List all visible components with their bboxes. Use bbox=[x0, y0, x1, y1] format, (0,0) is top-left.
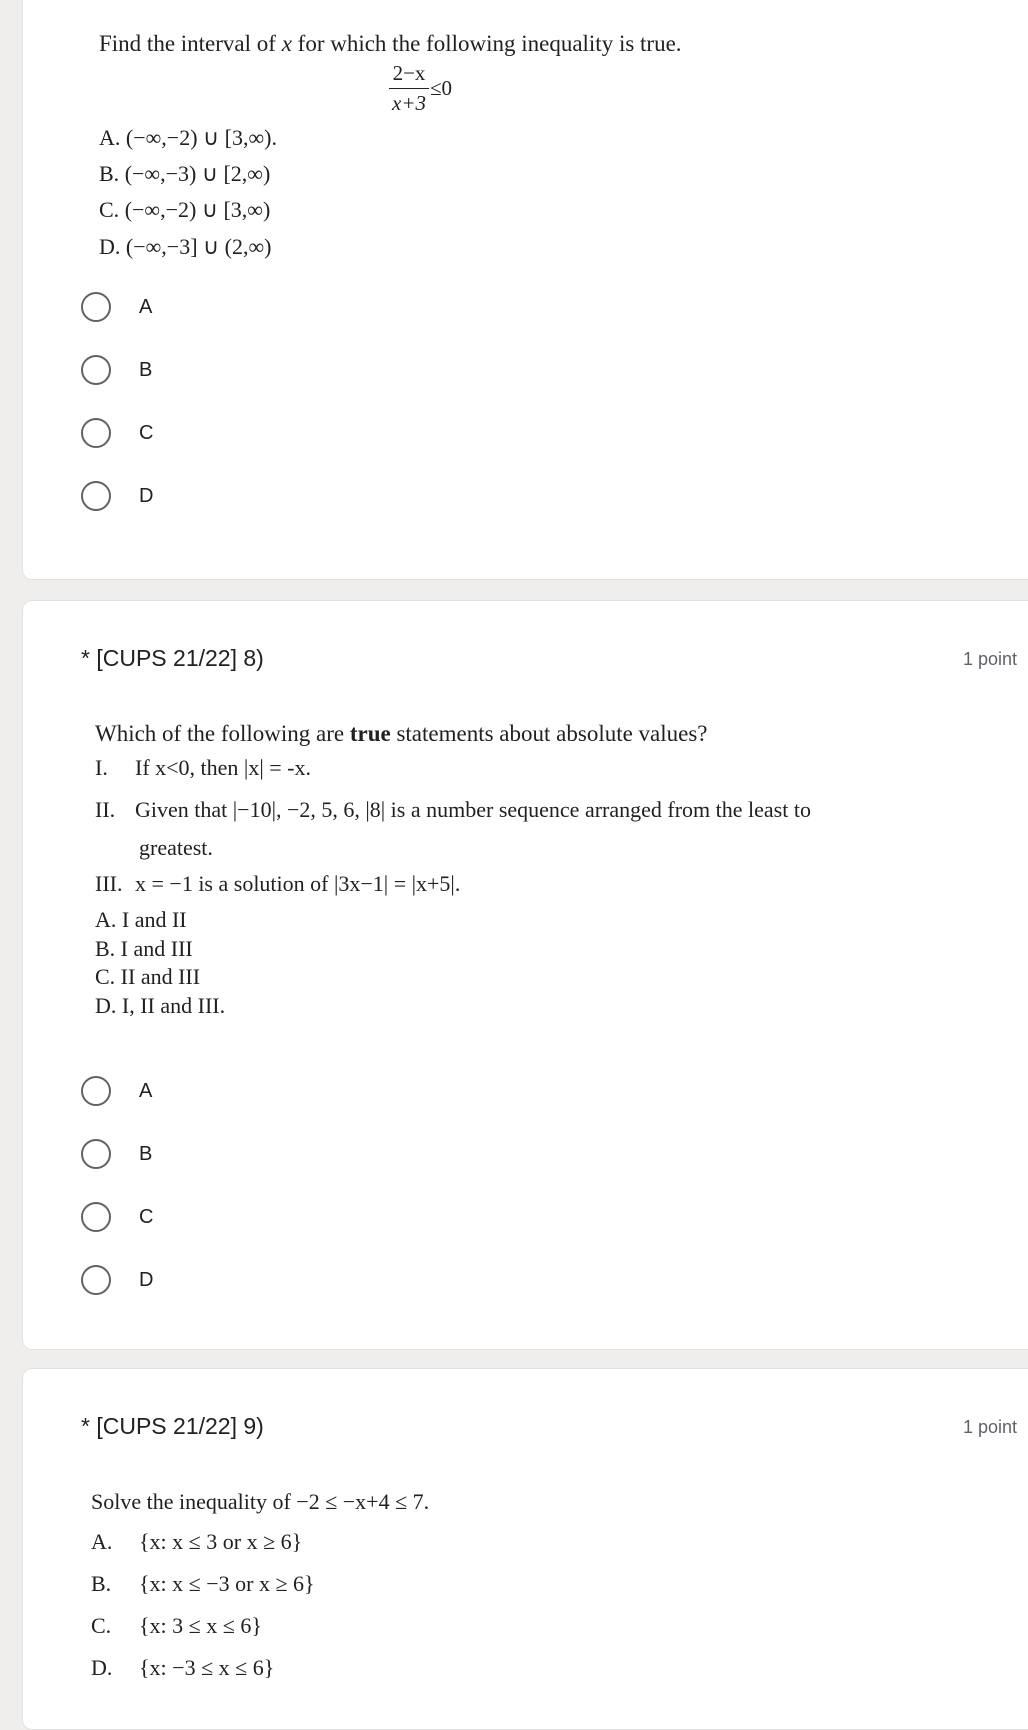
statement-3: III. x = −1 is a solution of |3x−1| = |x+5|. bbox=[95, 871, 461, 896]
points-badge: 1 point bbox=[962, 649, 1017, 669]
inequality-fraction bbox=[388, 61, 452, 116]
question-8-image bbox=[23, 721, 1023, 1061]
radio-button[interactable] bbox=[81, 1076, 111, 1106]
option-label: C bbox=[139, 421, 154, 444]
statement-2: II. Given that |−10|, −2, 5, 6, |8| is a number sequence arranged from the least to bbox=[95, 797, 811, 822]
q8-option-b[interactable] bbox=[81, 1136, 152, 1172]
choice-b-text: B. I and III bbox=[95, 936, 193, 961]
question-card-7 bbox=[22, 0, 1028, 580]
statement-1: I. If x<0, then |x| = -x. bbox=[95, 755, 311, 780]
fraction-relation: ≤0 bbox=[430, 76, 453, 100]
radio-button[interactable] bbox=[81, 292, 111, 322]
fraction-numerator: 2−x bbox=[389, 61, 430, 89]
radio-button[interactable] bbox=[81, 355, 111, 385]
q7-option-c[interactable] bbox=[81, 415, 153, 451]
choice-b-text: B. (−∞,−3) ∪ [2,∞) bbox=[99, 161, 271, 186]
option-label: A bbox=[139, 1079, 153, 1102]
option-label: B bbox=[139, 1142, 153, 1165]
question-9-image bbox=[23, 1489, 1023, 1729]
option-label: B bbox=[139, 358, 153, 381]
radio-button[interactable] bbox=[81, 1139, 111, 1169]
radio-button[interactable] bbox=[81, 1265, 111, 1295]
option-label: D bbox=[139, 1268, 154, 1291]
choice-c-text: C. (−∞,−2) ∪ [3,∞) bbox=[99, 197, 271, 222]
q7-option-b[interactable] bbox=[81, 352, 152, 388]
question-8-intro: Which of the following are true statements about absolute values? bbox=[95, 721, 708, 746]
fraction-denominator: x+3 bbox=[392, 91, 426, 115]
choice-c-text: C. II and III bbox=[95, 964, 201, 989]
q8-option-d[interactable] bbox=[81, 1262, 153, 1298]
question-7-image bbox=[23, 0, 1023, 269]
statement-2-continued: greatest. bbox=[139, 835, 213, 860]
question-7-prompt: Find the interval of x for which the following inequality is true. bbox=[99, 31, 682, 56]
choice-c-text: C. {x: 3 ≤ x ≤ 6} bbox=[91, 1613, 262, 1638]
q8-option-a[interactable] bbox=[81, 1073, 152, 1109]
question-card-8 bbox=[22, 600, 1028, 1350]
choice-d-text: D. {x: −3 ≤ x ≤ 6} bbox=[91, 1655, 275, 1680]
choice-d-text: D. I, II and III. bbox=[95, 993, 226, 1018]
q7-option-d[interactable] bbox=[81, 478, 153, 514]
question-card-9 bbox=[22, 1368, 1028, 1730]
choice-b-text: B. {x: x ≤ −3 or x ≥ 6} bbox=[91, 1571, 315, 1596]
question-8-title: * [CUPS 21/22] 8) bbox=[81, 645, 264, 671]
radio-button[interactable] bbox=[81, 481, 111, 511]
option-label: A bbox=[139, 295, 153, 318]
choice-d-text: D. (−∞,−3] ∪ (2,∞) bbox=[99, 234, 272, 259]
points-badge: 1 point bbox=[962, 1417, 1017, 1437]
question-9-title: * [CUPS 21/22] 9) bbox=[81, 1413, 264, 1439]
radio-button[interactable] bbox=[81, 1202, 111, 1232]
choice-a-text: A. {x: x ≤ 3 or x ≥ 6} bbox=[91, 1529, 303, 1554]
radio-button[interactable] bbox=[81, 418, 111, 448]
option-label: D bbox=[139, 484, 154, 507]
choice-a-text: A. (−∞,−2) ∪ [3,∞). bbox=[99, 125, 277, 150]
choice-a-text: A. I and II bbox=[95, 907, 187, 932]
question-9-prompt: Solve the inequality of −2 ≤ −x+4 ≤ 7. bbox=[91, 1489, 430, 1514]
option-label: C bbox=[139, 1205, 154, 1228]
q8-option-c[interactable] bbox=[81, 1199, 153, 1235]
q7-option-a[interactable] bbox=[81, 289, 152, 325]
